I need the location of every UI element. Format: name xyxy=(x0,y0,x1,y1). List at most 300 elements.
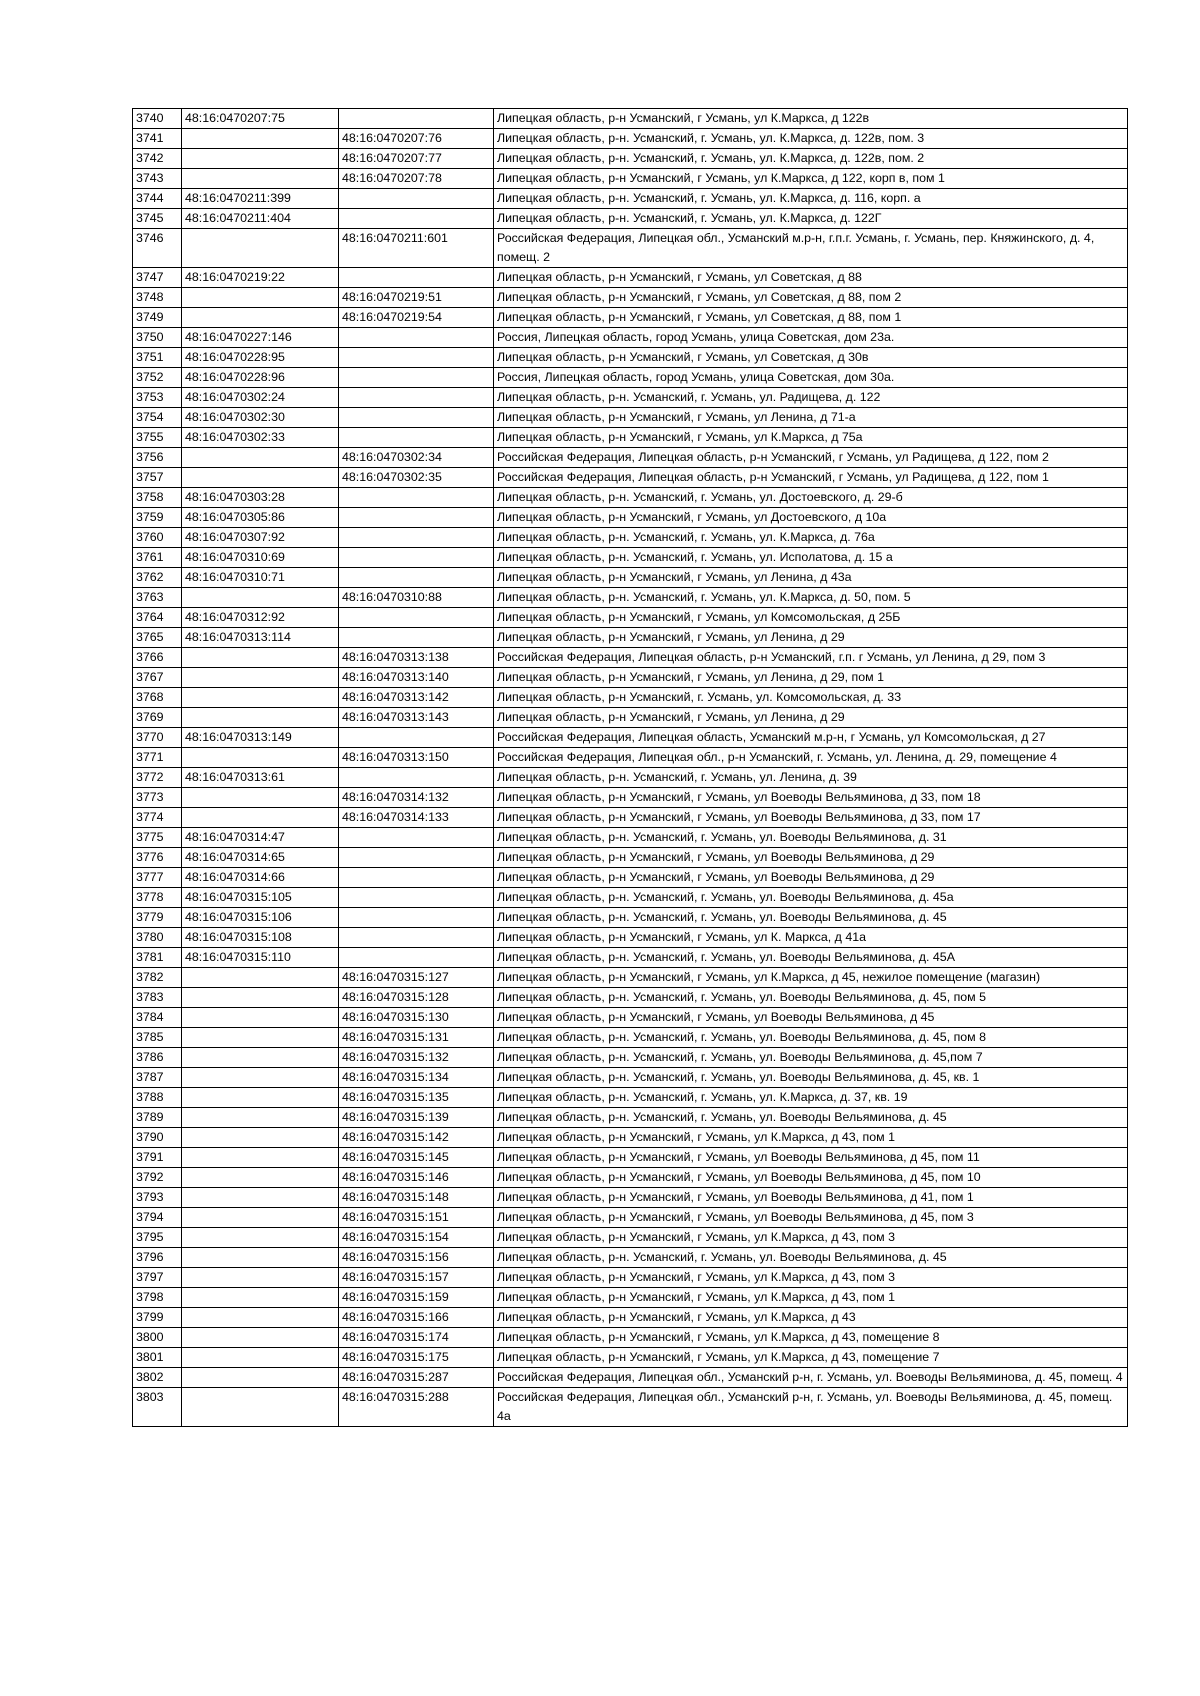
row-number-cell: 3775 xyxy=(133,828,182,848)
row-number-cell: 3802 xyxy=(133,1368,182,1388)
address-cell: Российская Федерация, Липецкая обл., р-н Усманский, г. Усмань, ул. Ленина, д. 29, помещение 4 xyxy=(494,748,1128,768)
row-number-cell: 3781 xyxy=(133,948,182,968)
address-cell: Российская Федерация, Липецкая область, р-н Усманский, г.п. г Усмань, ул Ленина, д 29, пом 3 xyxy=(494,648,1128,668)
row-number-cell: 3792 xyxy=(133,1168,182,1188)
table-row xyxy=(133,1168,1128,1188)
address-cell: Липецкая область, р-н. Усманский, г. Усмань, ул. К.Маркса, д. 122в, пом. 3 xyxy=(494,129,1128,149)
address-cell: Липецкая область, р-н. Усманский, г. Усмань, ул. К.Маркса, д. 37, кв. 19 xyxy=(494,1088,1128,1108)
plot-cadastral-number-cell xyxy=(182,468,339,488)
row-number-cell: 3803 xyxy=(133,1388,182,1427)
address-cell: Липецкая область, р-н Усманский, г Усмань, ул Комсомольская, д 25Б xyxy=(494,608,1128,628)
unit-cadastral-number-cell: 48:16:0470207:78 xyxy=(339,169,494,189)
plot-cadastral-number-cell: 48:16:0470314:66 xyxy=(182,868,339,888)
unit-cadastral-number-cell xyxy=(339,388,494,408)
address-cell: Липецкая область, р-н Усманский, г Усмань, ул Ленина, д 29, пом 1 xyxy=(494,668,1128,688)
table-row xyxy=(133,1188,1128,1208)
address-cell: Липецкая область, р-н Усманский, г Усмань, ул Советская, д 88 xyxy=(494,268,1128,288)
unit-cadastral-number-cell xyxy=(339,488,494,508)
unit-cadastral-number-cell: 48:16:0470315:148 xyxy=(339,1188,494,1208)
address-cell: Липецкая область, р-н Усманский, г Усмань, ул Советская, д 30в xyxy=(494,348,1128,368)
address-cell: Российская Федерация, Липецкая обл., Усманский м.р-н, г.п.г. Усмань, г. Усмань, пер. Княжинского, д. 4, помещ. 2 xyxy=(494,229,1128,268)
row-number-cell: 3744 xyxy=(133,189,182,209)
table-row xyxy=(133,189,1128,209)
plot-cadastral-number-cell: 48:16:0470313:114 xyxy=(182,628,339,648)
unit-cadastral-number-cell: 48:16:0470315:127 xyxy=(339,968,494,988)
table-row xyxy=(133,448,1128,468)
table-row xyxy=(133,728,1128,748)
unit-cadastral-number-cell xyxy=(339,768,494,788)
table-row xyxy=(133,1368,1128,1388)
row-number-cell: 3797 xyxy=(133,1268,182,1288)
row-number-cell: 3748 xyxy=(133,288,182,308)
unit-cadastral-number-cell xyxy=(339,109,494,129)
plot-cadastral-number-cell xyxy=(182,1188,339,1208)
row-number-cell: 3763 xyxy=(133,588,182,608)
table-row xyxy=(133,1268,1128,1288)
table-row xyxy=(133,388,1128,408)
table-row xyxy=(133,1328,1128,1348)
unit-cadastral-number-cell xyxy=(339,848,494,868)
address-cell: Липецкая область, р-н. Усманский, г. Усмань, ул. Воеводы Вельяминова, д. 45, пом 8 xyxy=(494,1028,1128,1048)
plot-cadastral-number-cell xyxy=(182,1048,339,1068)
plot-cadastral-number-cell: 48:16:0470219:22 xyxy=(182,268,339,288)
table-row xyxy=(133,288,1128,308)
unit-cadastral-number-cell: 48:16:0470219:51 xyxy=(339,288,494,308)
table-row xyxy=(133,1348,1128,1368)
table-row xyxy=(133,1248,1128,1268)
address-cell: Липецкая область, р-н Усманский, г Усмань, ул Ленина, д 29 xyxy=(494,708,1128,728)
unit-cadastral-number-cell xyxy=(339,408,494,428)
plot-cadastral-number-cell xyxy=(182,1168,339,1188)
unit-cadastral-number-cell: 48:16:0470315:130 xyxy=(339,1008,494,1028)
row-number-cell: 3788 xyxy=(133,1088,182,1108)
address-cell: Липецкая область, р-н Усманский, г Усмань, ул К.Маркса, д 45, нежилое помещение (магазин) xyxy=(494,968,1128,988)
plot-cadastral-number-cell xyxy=(182,1208,339,1228)
table-row xyxy=(133,648,1128,668)
row-number-cell: 3762 xyxy=(133,568,182,588)
table-row xyxy=(133,1208,1128,1228)
address-cell: Липецкая область, р-н. Усманский, г. Усмань, ул. Воеводы Вельяминова, д. 45а xyxy=(494,888,1128,908)
row-number-cell: 3782 xyxy=(133,968,182,988)
row-number-cell: 3750 xyxy=(133,328,182,348)
table-row xyxy=(133,628,1128,648)
address-cell: Липецкая область, р-н Усманский, г Усмань, ул Воеводы Вельяминова, д 45, пом 11 xyxy=(494,1148,1128,1168)
unit-cadastral-number-cell xyxy=(339,328,494,348)
table-row xyxy=(133,149,1128,169)
row-number-cell: 3796 xyxy=(133,1248,182,1268)
plot-cadastral-number-cell xyxy=(182,1368,339,1388)
row-number-cell: 3785 xyxy=(133,1028,182,1048)
plot-cadastral-number-cell: 48:16:0470211:404 xyxy=(182,209,339,229)
address-cell: Липецкая область, р-н Усманский, г Усмань, ул Ленина, д 43а xyxy=(494,568,1128,588)
unit-cadastral-number-cell xyxy=(339,189,494,209)
unit-cadastral-number-cell xyxy=(339,948,494,968)
row-number-cell: 3799 xyxy=(133,1308,182,1328)
plot-cadastral-number-cell xyxy=(182,1128,339,1148)
unit-cadastral-number-cell: 48:16:0470302:35 xyxy=(339,468,494,488)
register-table xyxy=(132,108,1128,1427)
row-number-cell: 3753 xyxy=(133,388,182,408)
unit-cadastral-number-cell xyxy=(339,828,494,848)
plot-cadastral-number-cell xyxy=(182,169,339,189)
address-cell: Липецкая область, р-н Усманский, г Усмань, ул К.Маркса, д 75а xyxy=(494,428,1128,448)
table-row xyxy=(133,1048,1128,1068)
plot-cadastral-number-cell: 48:16:0470314:47 xyxy=(182,828,339,848)
plot-cadastral-number-cell xyxy=(182,1008,339,1028)
unit-cadastral-number-cell: 48:16:0470314:133 xyxy=(339,808,494,828)
plot-cadastral-number-cell: 48:16:0470303:28 xyxy=(182,488,339,508)
unit-cadastral-number-cell: 48:16:0470315:132 xyxy=(339,1048,494,1068)
unit-cadastral-number-cell xyxy=(339,528,494,548)
unit-cadastral-number-cell: 48:16:0470302:34 xyxy=(339,448,494,468)
unit-cadastral-number-cell xyxy=(339,888,494,908)
table-row xyxy=(133,888,1128,908)
unit-cadastral-number-cell: 48:16:0470315:139 xyxy=(339,1108,494,1128)
row-number-cell: 3742 xyxy=(133,149,182,169)
table-row xyxy=(133,808,1128,828)
row-number-cell: 3745 xyxy=(133,209,182,229)
plot-cadastral-number-cell xyxy=(182,229,339,268)
unit-cadastral-number-cell: 48:16:0470211:601 xyxy=(339,229,494,268)
row-number-cell: 3779 xyxy=(133,908,182,928)
table-row xyxy=(133,1028,1128,1048)
row-number-cell: 3754 xyxy=(133,408,182,428)
address-cell: Липецкая область, р-н Усманский, г Усмань, ул Ленина, д 71-а xyxy=(494,408,1128,428)
table-row xyxy=(133,988,1128,1008)
unit-cadastral-number-cell: 48:16:0470207:77 xyxy=(339,149,494,169)
table-row xyxy=(133,508,1128,528)
row-number-cell: 3771 xyxy=(133,748,182,768)
address-cell: Липецкая область, р-н Усманский, г Усмань, ул К.Маркса, д 122, корп в, пом 1 xyxy=(494,169,1128,189)
unit-cadastral-number-cell xyxy=(339,508,494,528)
unit-cadastral-number-cell: 48:16:0470315:131 xyxy=(339,1028,494,1048)
unit-cadastral-number-cell: 48:16:0470315:145 xyxy=(339,1148,494,1168)
plot-cadastral-number-cell xyxy=(182,968,339,988)
table-row xyxy=(133,788,1128,808)
table-row xyxy=(133,229,1128,268)
unit-cadastral-number-cell: 48:16:0470315:151 xyxy=(339,1208,494,1228)
table-row xyxy=(133,129,1128,149)
unit-cadastral-number-cell xyxy=(339,868,494,888)
plot-cadastral-number-cell: 48:16:0470315:106 xyxy=(182,908,339,928)
table-row xyxy=(133,1088,1128,1108)
row-number-cell: 3787 xyxy=(133,1068,182,1088)
unit-cadastral-number-cell xyxy=(339,568,494,588)
row-number-cell: 3783 xyxy=(133,988,182,1008)
unit-cadastral-number-cell xyxy=(339,608,494,628)
plot-cadastral-number-cell xyxy=(182,1308,339,1328)
plot-cadastral-number-cell xyxy=(182,748,339,768)
address-cell: Липецкая область, р-н Усманский, г Усмань, ул К.Маркса, д 122в xyxy=(494,109,1128,129)
table-row xyxy=(133,688,1128,708)
table-row xyxy=(133,328,1128,348)
plot-cadastral-number-cell: 48:16:0470307:92 xyxy=(182,528,339,548)
unit-cadastral-number-cell: 48:16:0470313:140 xyxy=(339,668,494,688)
plot-cadastral-number-cell xyxy=(182,1068,339,1088)
plot-cadastral-number-cell: 48:16:0470302:33 xyxy=(182,428,339,448)
address-cell: Российская Федерация, Липецкая обл., Усманский р-н, г. Усмань, ул. Воеводы Вельяминова, д. 45, помещ. 4 xyxy=(494,1368,1128,1388)
unit-cadastral-number-cell: 48:16:0470315:159 xyxy=(339,1288,494,1308)
unit-cadastral-number-cell xyxy=(339,628,494,648)
plot-cadastral-number-cell: 48:16:0470315:110 xyxy=(182,948,339,968)
address-cell: Липецкая область, р-н Усманский, г Усмань, ул Достоевского, д 10а xyxy=(494,508,1128,528)
register-table-body xyxy=(133,109,1128,1427)
unit-cadastral-number-cell xyxy=(339,368,494,388)
address-cell: Липецкая область, р-н Усманский, г Усмань, ул Воеводы Вельяминова, д 45 xyxy=(494,1008,1128,1028)
row-number-cell: 3760 xyxy=(133,528,182,548)
address-cell: Липецкая область, р-н. Усманский, г. Усмань, ул. Воеводы Вельяминова, д. 45, пом 5 xyxy=(494,988,1128,1008)
unit-cadastral-number-cell: 48:16:0470315:156 xyxy=(339,1248,494,1268)
address-cell: Липецкая область, р-н Усманский, г Усмань, ул К.Маркса, д 43 xyxy=(494,1308,1128,1328)
plot-cadastral-number-cell: 48:16:0470207:75 xyxy=(182,109,339,129)
plot-cadastral-number-cell xyxy=(182,788,339,808)
plot-cadastral-number-cell xyxy=(182,988,339,1008)
address-cell: Липецкая область, р-н Усманский, г Усмань, ул К. Маркса, д 41а xyxy=(494,928,1128,948)
table-row xyxy=(133,528,1128,548)
address-cell: Липецкая область, р-н Усманский, г Усмань, ул Воеводы Вельяминова, д 33, пом 17 xyxy=(494,808,1128,828)
plot-cadastral-number-cell xyxy=(182,1288,339,1308)
table-row xyxy=(133,268,1128,288)
plot-cadastral-number-cell: 48:16:0470310:71 xyxy=(182,568,339,588)
unit-cadastral-number-cell: 48:16:0470315:174 xyxy=(339,1328,494,1348)
plot-cadastral-number-cell: 48:16:0470302:24 xyxy=(182,388,339,408)
plot-cadastral-number-cell: 48:16:0470228:96 xyxy=(182,368,339,388)
address-cell: Российская Федерация, Липецкая обл., Усманский р-н, г. Усмань, ул. Воеводы Вельяминова, д. 45, помещ. 4а xyxy=(494,1388,1128,1427)
table-row xyxy=(133,708,1128,728)
table-row xyxy=(133,468,1128,488)
row-number-cell: 3768 xyxy=(133,688,182,708)
table-row xyxy=(133,348,1128,368)
address-cell: Липецкая область, р-н Усманский, г Усмань, ул К.Маркса, д 43, пом 1 xyxy=(494,1128,1128,1148)
table-row xyxy=(133,488,1128,508)
plot-cadastral-number-cell xyxy=(182,1388,339,1427)
plot-cadastral-number-cell xyxy=(182,129,339,149)
address-cell: Российская Федерация, Липецкая область, Усманский м.р-н, г Усмань, ул Комсомольская, д 27 xyxy=(494,728,1128,748)
row-number-cell: 3786 xyxy=(133,1048,182,1068)
table-row xyxy=(133,548,1128,568)
address-cell: Липецкая область, р-н Усманский, г Усмань, ул Ленина, д 29 xyxy=(494,628,1128,648)
row-number-cell: 3749 xyxy=(133,308,182,328)
row-number-cell: 3795 xyxy=(133,1228,182,1248)
address-cell: Липецкая область, р-н Усманский, г Усмань, ул К.Маркса, д 43, помещение 8 xyxy=(494,1328,1128,1348)
address-cell: Липецкая область, р-н. Усманский, г. Усмань, ул. Воеводы Вельяминова, д. 45А xyxy=(494,948,1128,968)
address-cell: Липецкая область, р-н Усманский, г Усмань, ул Воеводы Вельяминова, д 45, пом 10 xyxy=(494,1168,1128,1188)
address-cell: Липецкая область, р-н Усманский, г Усмань, ул Воеводы Вельяминова, д 41, пом 1 xyxy=(494,1188,1128,1208)
unit-cadastral-number-cell: 48:16:0470207:76 xyxy=(339,129,494,149)
address-cell: Липецкая область, р-н. Усманский, г. Усмань, ул. Воеводы Вельяминова, д. 45 xyxy=(494,1108,1128,1128)
row-number-cell: 3764 xyxy=(133,608,182,628)
plot-cadastral-number-cell xyxy=(182,588,339,608)
row-number-cell: 3765 xyxy=(133,628,182,648)
table-row xyxy=(133,668,1128,688)
unit-cadastral-number-cell xyxy=(339,348,494,368)
unit-cadastral-number-cell xyxy=(339,548,494,568)
row-number-cell: 3743 xyxy=(133,169,182,189)
plot-cadastral-number-cell xyxy=(182,1148,339,1168)
plot-cadastral-number-cell: 48:16:0470228:95 xyxy=(182,348,339,368)
row-number-cell: 3766 xyxy=(133,648,182,668)
row-number-cell: 3741 xyxy=(133,129,182,149)
unit-cadastral-number-cell: 48:16:0470315:154 xyxy=(339,1228,494,1248)
address-cell: Липецкая область, р-н Усманский, г Усмань, ул Советская, д 88, пом 1 xyxy=(494,308,1128,328)
row-number-cell: 3759 xyxy=(133,508,182,528)
unit-cadastral-number-cell: 48:16:0470313:142 xyxy=(339,688,494,708)
table-row xyxy=(133,1068,1128,1088)
row-number-cell: 3791 xyxy=(133,1148,182,1168)
plot-cadastral-number-cell xyxy=(182,288,339,308)
table-row xyxy=(133,109,1128,129)
unit-cadastral-number-cell: 48:16:0470315:287 xyxy=(339,1368,494,1388)
unit-cadastral-number-cell xyxy=(339,428,494,448)
address-cell: Российская Федерация, Липецкая область, р-н Усманский, г Усмань, ул Радищева, д 122, пом 2 xyxy=(494,448,1128,468)
unit-cadastral-number-cell: 48:16:0470315:134 xyxy=(339,1068,494,1088)
plot-cadastral-number-cell: 48:16:0470302:30 xyxy=(182,408,339,428)
plot-cadastral-number-cell xyxy=(182,308,339,328)
unit-cadastral-number-cell: 48:16:0470315:166 xyxy=(339,1308,494,1328)
row-number-cell: 3752 xyxy=(133,368,182,388)
plot-cadastral-number-cell: 48:16:0470314:65 xyxy=(182,848,339,868)
address-cell: Липецкая область, р-н. Усманский, г. Усмань, ул. Воеводы Вельяминова, д. 45, кв. 1 xyxy=(494,1068,1128,1088)
row-number-cell: 3777 xyxy=(133,868,182,888)
row-number-cell: 3751 xyxy=(133,348,182,368)
table-row xyxy=(133,368,1128,388)
address-cell: Липецкая область, р-н Усманский, г Усмань, ул Советская, д 88, пом 2 xyxy=(494,288,1128,308)
plot-cadastral-number-cell: 48:16:0470305:86 xyxy=(182,508,339,528)
plot-cadastral-number-cell xyxy=(182,1328,339,1348)
unit-cadastral-number-cell xyxy=(339,268,494,288)
plot-cadastral-number-cell xyxy=(182,688,339,708)
table-row xyxy=(133,169,1128,189)
address-cell: Липецкая область, р-н. Усманский, г. Усмань, ул. Ленина, д. 39 xyxy=(494,768,1128,788)
address-cell: Липецкая область, р-н. Усманский, г. Усмань, ул. Достоевского, д. 29-б xyxy=(494,488,1128,508)
plot-cadastral-number-cell xyxy=(182,448,339,468)
row-number-cell: 3780 xyxy=(133,928,182,948)
plot-cadastral-number-cell xyxy=(182,1348,339,1368)
address-cell: Липецкая область, р-н. Усманский, г. Усмань, ул. К.Маркса, д. 116, корп. а xyxy=(494,189,1128,209)
table-row xyxy=(133,928,1128,948)
row-number-cell: 3755 xyxy=(133,428,182,448)
table-row xyxy=(133,1128,1128,1148)
address-cell: Липецкая область, р-н Усманский, г. Усмань, ул. Комсомольская, д. 33 xyxy=(494,688,1128,708)
table-row xyxy=(133,1008,1128,1028)
address-cell: Липецкая область, р-н. Усманский, г. Усмань, ул. К.Маркса, д. 76а xyxy=(494,528,1128,548)
table-row xyxy=(133,1108,1128,1128)
address-cell: Липецкая область, р-н Усманский, г Усмань, ул К.Маркса, д 43, пом 3 xyxy=(494,1228,1128,1248)
unit-cadastral-number-cell: 48:16:0470313:143 xyxy=(339,708,494,728)
address-cell: Липецкая область, р-н. Усманский, г. Усмань, ул. К.Маркса, д. 122Г xyxy=(494,209,1128,229)
plot-cadastral-number-cell xyxy=(182,1088,339,1108)
table-row xyxy=(133,308,1128,328)
plot-cadastral-number-cell xyxy=(182,1028,339,1048)
address-cell: Липецкая область, р-н. Усманский, г. Усмань, ул. Исполатова, д. 15 а xyxy=(494,548,1128,568)
unit-cadastral-number-cell xyxy=(339,728,494,748)
plot-cadastral-number-cell xyxy=(182,1228,339,1248)
table-row xyxy=(133,568,1128,588)
table-row xyxy=(133,1288,1128,1308)
unit-cadastral-number-cell: 48:16:0470315:142 xyxy=(339,1128,494,1148)
address-cell: Российская Федерация, Липецкая область, р-н Усманский, г Усмань, ул Радищева, д 122, пом 1 xyxy=(494,468,1128,488)
row-number-cell: 3793 xyxy=(133,1188,182,1208)
row-number-cell: 3767 xyxy=(133,668,182,688)
table-row xyxy=(133,968,1128,988)
plot-cadastral-number-cell xyxy=(182,149,339,169)
address-cell: Липецкая область, р-н. Усманский, г. Усмань, ул. Радищева, д. 122 xyxy=(494,388,1128,408)
table-row xyxy=(133,908,1128,928)
row-number-cell: 3784 xyxy=(133,1008,182,1028)
unit-cadastral-number-cell: 48:16:0470315:288 xyxy=(339,1388,494,1427)
address-cell: Липецкая область, р-н Усманский, г Усмань, ул Воеводы Вельяминова, д 45, пом 3 xyxy=(494,1208,1128,1228)
unit-cadastral-number-cell xyxy=(339,908,494,928)
row-number-cell: 3761 xyxy=(133,548,182,568)
plot-cadastral-number-cell: 48:16:0470313:61 xyxy=(182,768,339,788)
address-cell: Липецкая область, р-н. Усманский, г. Усмань, ул. Воеводы Вельяминова, д. 45 xyxy=(494,1248,1128,1268)
table-row xyxy=(133,608,1128,628)
table-row xyxy=(133,209,1128,229)
row-number-cell: 3746 xyxy=(133,229,182,268)
table-row xyxy=(133,1308,1128,1328)
address-cell: Липецкая область, р-н Усманский, г Усмань, ул Воеводы Вельяминова, д 29 xyxy=(494,868,1128,888)
row-number-cell: 3747 xyxy=(133,268,182,288)
unit-cadastral-number-cell xyxy=(339,928,494,948)
row-number-cell: 3773 xyxy=(133,788,182,808)
plot-cadastral-number-cell xyxy=(182,1248,339,1268)
plot-cadastral-number-cell: 48:16:0470211:399 xyxy=(182,189,339,209)
table-row xyxy=(133,828,1128,848)
table-row xyxy=(133,428,1128,448)
plot-cadastral-number-cell: 48:16:0470310:69 xyxy=(182,548,339,568)
plot-cadastral-number-cell: 48:16:0470313:149 xyxy=(182,728,339,748)
table-row xyxy=(133,868,1128,888)
address-cell: Липецкая область, р-н. Усманский, г. Усмань, ул. Воеводы Вельяминова, д. 45 xyxy=(494,908,1128,928)
address-cell: Россия, Липецкая область, город Усмань, улица Советская, дом 30а. xyxy=(494,368,1128,388)
unit-cadastral-number-cell: 48:16:0470315:146 xyxy=(339,1168,494,1188)
unit-cadastral-number-cell: 48:16:0470310:88 xyxy=(339,588,494,608)
plot-cadastral-number-cell xyxy=(182,1108,339,1128)
row-number-cell: 3740 xyxy=(133,109,182,129)
row-number-cell: 3769 xyxy=(133,708,182,728)
unit-cadastral-number-cell: 48:16:0470315:175 xyxy=(339,1348,494,1368)
unit-cadastral-number-cell: 48:16:0470315:135 xyxy=(339,1088,494,1108)
unit-cadastral-number-cell: 48:16:0470315:157 xyxy=(339,1268,494,1288)
address-cell: Липецкая область, р-н. Усманский, г. Усмань, ул. Воеводы Вельяминова, д. 45,пом 7 xyxy=(494,1048,1128,1068)
plot-cadastral-number-cell xyxy=(182,648,339,668)
address-cell: Липецкая область, р-н Усманский, г Усмань, ул Воеводы Вельяминова, д 29 xyxy=(494,848,1128,868)
row-number-cell: 3801 xyxy=(133,1348,182,1368)
row-number-cell: 3778 xyxy=(133,888,182,908)
plot-cadastral-number-cell xyxy=(182,1268,339,1288)
row-number-cell: 3800 xyxy=(133,1328,182,1348)
table-row xyxy=(133,1148,1128,1168)
plot-cadastral-number-cell: 48:16:0470315:108 xyxy=(182,928,339,948)
address-cell: Россия, Липецкая область, город Усмань, улица Советская, дом 23а. xyxy=(494,328,1128,348)
row-number-cell: 3776 xyxy=(133,848,182,868)
address-cell: Липецкая область, р-н Усманский, г Усмань, ул К.Маркса, д 43, пом 3 xyxy=(494,1268,1128,1288)
table-row xyxy=(133,408,1128,428)
plot-cadastral-number-cell xyxy=(182,808,339,828)
address-cell: Липецкая область, р-н Усманский, г Усмань, ул К.Маркса, д 43, пом 1 xyxy=(494,1288,1128,1308)
plot-cadastral-number-cell xyxy=(182,668,339,688)
address-cell: Липецкая область, р-н Усманский, г Усмань, ул Воеводы Вельяминова, д 33, пом 18 xyxy=(494,788,1128,808)
table-row xyxy=(133,848,1128,868)
unit-cadastral-number-cell: 48:16:0470219:54 xyxy=(339,308,494,328)
table-row xyxy=(133,948,1128,968)
row-number-cell: 3772 xyxy=(133,768,182,788)
row-number-cell: 3798 xyxy=(133,1288,182,1308)
address-cell: Липецкая область, р-н. Усманский, г. Усмань, ул. Воеводы Вельяминова, д. 31 xyxy=(494,828,1128,848)
table-row xyxy=(133,588,1128,608)
table-row xyxy=(133,768,1128,788)
plot-cadastral-number-cell: 48:16:0470315:105 xyxy=(182,888,339,908)
